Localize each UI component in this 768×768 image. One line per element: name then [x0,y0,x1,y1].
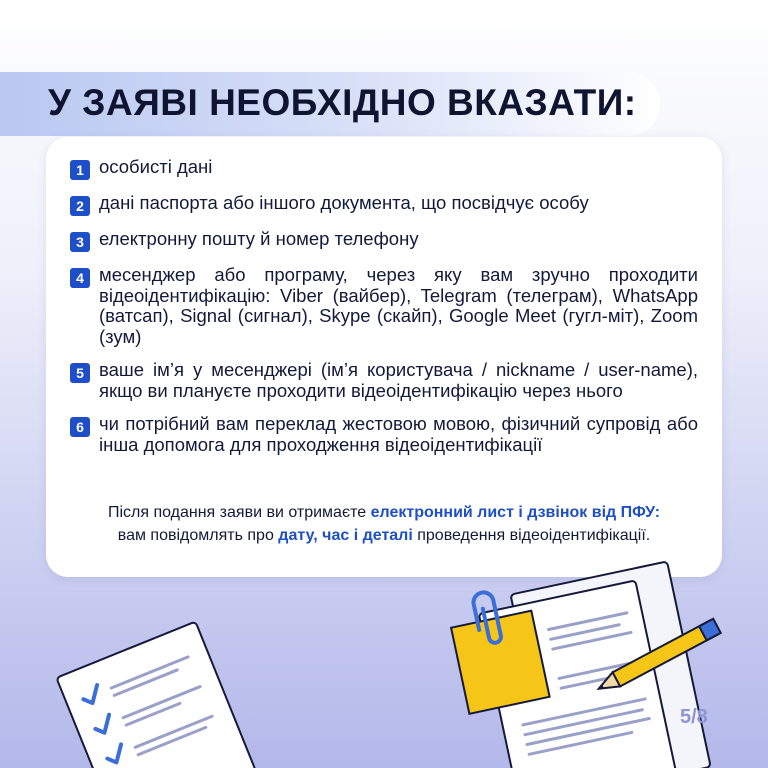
item-number-badge: 4 [70,268,90,288]
page-indicator: 5/8 [680,706,708,728]
checklist-paper-icon [40,615,270,768]
item-text: месенджер або програму, через яку вам зручно проходити відеоідентифікацію: Viber (вайбер), Telegram (телеграм), WhatsApp (ватсап), Signal (сигнал), Skype (скайп), Google Meet (гугл-міт), Zoom (зум) [99,264,698,347]
note-text-middle: вам повідомлять про [117,527,279,544]
item-number-badge: 2 [70,196,90,216]
note-text-end: проведення відеоідентифікації. [412,527,651,544]
item-number-badge: 1 [70,160,90,180]
item-text: електронну пошту й номер телефону [99,228,419,249]
list-item [70,193,698,216]
list-item [70,414,698,455]
note-highlight-email-call: електронний лист і дзвінок від ПФУ: [370,504,661,521]
note-text-start: Після подання заяви ви отримаєте [107,504,371,521]
requirements-list [70,157,698,468]
item-number-badge: 3 [70,232,90,252]
item-number-badge: 6 [70,417,90,437]
after-submission-note [64,501,704,547]
item-text: особисті дані [99,156,213,177]
documents-with-sticky-note-icon [440,560,740,768]
page-title: У ЗАЯВІ НЕОБХІДНО ВКАЗАТИ: [48,82,637,123]
item-text: дані паспорта або іншого документа, що посвідчує особу [99,192,589,213]
note-highlight-date-time: дату, час і деталі [278,527,413,544]
requirements-card [46,137,722,577]
list-item [70,360,698,401]
item-number-badge: 5 [70,363,90,383]
list-item [70,265,698,347]
list-item [70,229,698,252]
item-text: ваше ім’я у месенджері (ім’я користувача / nickname / user-name), якщо ви плануєте проходити відеоідентифікацію через нього [99,359,698,401]
list-item [70,157,698,180]
item-text: чи потрібний вам переклад жестовою мовою, фізичний супровід або інша допомога для проходження відеоідентифікації [99,413,698,455]
